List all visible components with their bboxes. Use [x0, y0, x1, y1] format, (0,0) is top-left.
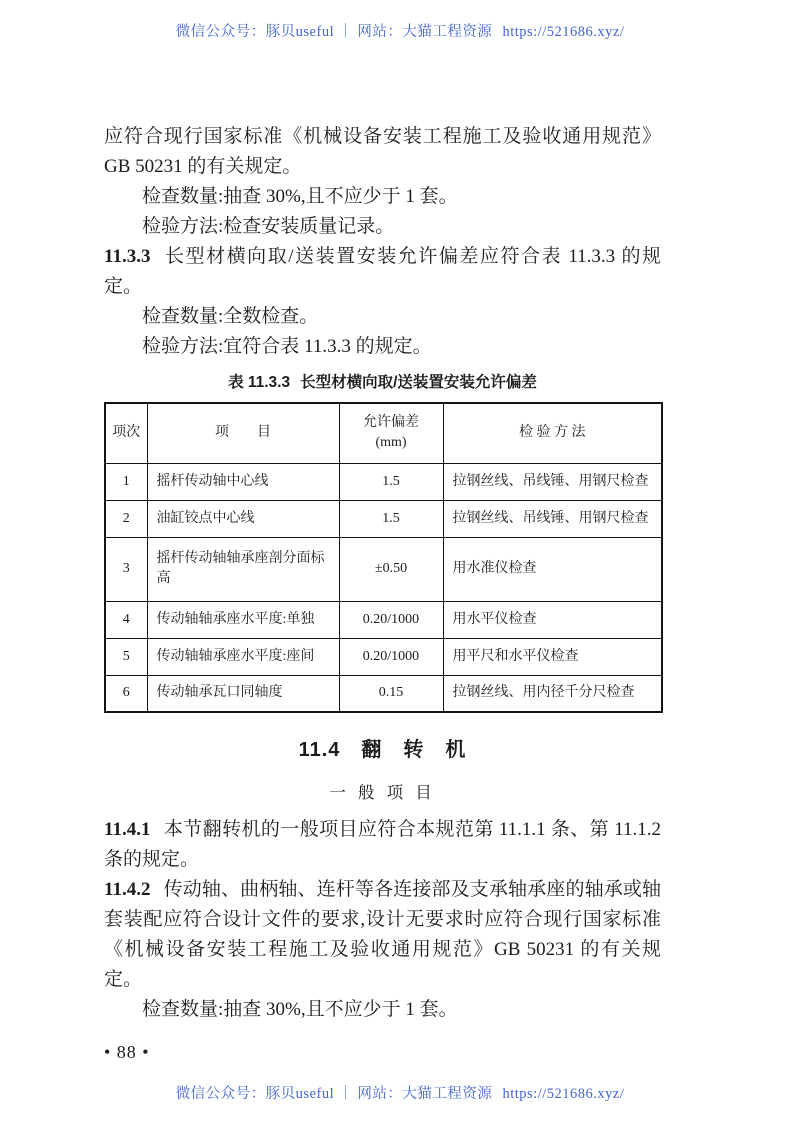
cell-index: 3 [105, 537, 147, 601]
page-content [104, 122, 661, 1067]
tolerance-table [104, 402, 663, 713]
cell-index: 4 [105, 601, 147, 638]
cell-method: 用平尺和水平仪检查 [443, 638, 662, 675]
table-row [105, 675, 662, 712]
col-header-tolerance [339, 403, 443, 463]
cell-index: 5 [105, 638, 147, 675]
col-header-method: 检 验 方 法 [443, 403, 662, 463]
clause-text: 长型材横向取/送装置安装允许偏差应符合表 11.3.3 的规定。 [104, 246, 661, 297]
subsection-heading-general-items: 一 般 项 目 [329, 783, 436, 802]
page-number: • 88 • [104, 1042, 150, 1062]
footer-watermark-link[interactable]: https://521686.xyz/ [502, 1086, 625, 1102]
clause-11-4-1 [104, 815, 661, 875]
cell-method: 用水平仪检查 [443, 601, 662, 638]
tolerance-header-unit: (mm) [375, 435, 407, 451]
para-check-method-2: 检验方法:宜符合表 11.3.3 的规定。 [142, 336, 432, 357]
table-row [105, 537, 662, 601]
cell-item: 摇杆传动轴轴承座剖分面标高 [147, 537, 339, 601]
table-caption-text: 长型材横向取/送装置安装允许偏差 [300, 374, 537, 391]
col-header-index: 项次 [105, 403, 147, 463]
header-watermark-link[interactable]: https://521686.xyz/ [502, 24, 625, 40]
cell-index: 6 [105, 675, 147, 712]
cell-tolerance: 0.20/1000 [339, 601, 443, 638]
cell-item: 传动轴轴承座水平度:座间 [147, 638, 339, 675]
table-caption [104, 371, 661, 395]
clause-text: 本节翻转机的一般项目应符合本规范第 11.1.1 条、第 11.1.2 条的规定。 [104, 819, 661, 870]
table-row [105, 463, 662, 500]
cell-item: 摇杆传动轴中心线 [147, 463, 339, 500]
header-watermark-text: 微信公众号：豚贝useful ｜ 网站：大猫工程资源 [175, 24, 493, 40]
header-watermark [0, 20, 800, 41]
para-continuation: 应符合现行国家标准《机械设备安装工程施工及验收通用规范》GB 50231 的有关规定。 [104, 126, 661, 177]
cell-method: 用水准仪检查 [443, 537, 662, 601]
table-row [105, 601, 662, 638]
cell-tolerance: 0.20/1000 [339, 638, 443, 675]
clause-11-4-2 [104, 875, 661, 995]
clause-number: 11.4.1 [104, 819, 151, 840]
para-check-quantity-3: 检查数量:抽查 30%,且不应少于 1 套。 [142, 999, 458, 1020]
para-check-quantity-2: 检查数量:全数检查。 [142, 306, 319, 327]
cell-item: 油缸铰点中心线 [147, 500, 339, 537]
table-row [105, 500, 662, 537]
cell-tolerance: 1.5 [339, 463, 443, 500]
clause-number: 11.4.2 [104, 879, 151, 900]
cell-index: 2 [105, 500, 147, 537]
clause-number: 11.3.3 [104, 246, 151, 267]
footer-watermark-text: 微信公众号：豚贝useful ｜ 网站：大猫工程资源 [175, 1086, 493, 1102]
cell-tolerance: 0.15 [339, 675, 443, 712]
section-heading-11-4: 11.4 翻 转 机 [298, 739, 467, 761]
table-caption-label: 表 11.3.3 [228, 374, 291, 391]
table-header-row [105, 403, 662, 463]
cell-index: 1 [105, 463, 147, 500]
clause-11-3-3 [104, 242, 661, 302]
tolerance-header-line1: 允许偏差 [363, 415, 419, 431]
para-check-quantity-1: 检查数量:抽查 30%,且不应少于 1 套。 [142, 186, 458, 207]
cell-method: 拉钢丝线、吊线锤、用钢尺检查 [443, 500, 662, 537]
table-row [105, 638, 662, 675]
clause-text: 传动轴、曲柄轴、连杆等各连接部及支承轴承座的轴承或轴套装配应符合设计文件的要求,设计无要求时应符合现行国家标准《机械设备安装工程施工及验收通用规范》GB 50231 的有关规定。 [104, 879, 661, 990]
cell-tolerance: ±0.50 [339, 537, 443, 601]
col-header-item: 项 目 [147, 403, 339, 463]
cell-method: 拉钢丝线、用内径千分尺检查 [443, 675, 662, 712]
cell-method: 拉钢丝线、吊线锤、用钢尺检查 [443, 463, 662, 500]
cell-item: 传动轴轴承座水平度:单独 [147, 601, 339, 638]
para-check-method-1: 检验方法:检查安装质量记录。 [142, 216, 395, 237]
cell-item: 传动轴承瓦口同轴度 [147, 675, 339, 712]
cell-tolerance: 1.5 [339, 500, 443, 537]
footer-watermark [0, 1082, 800, 1103]
